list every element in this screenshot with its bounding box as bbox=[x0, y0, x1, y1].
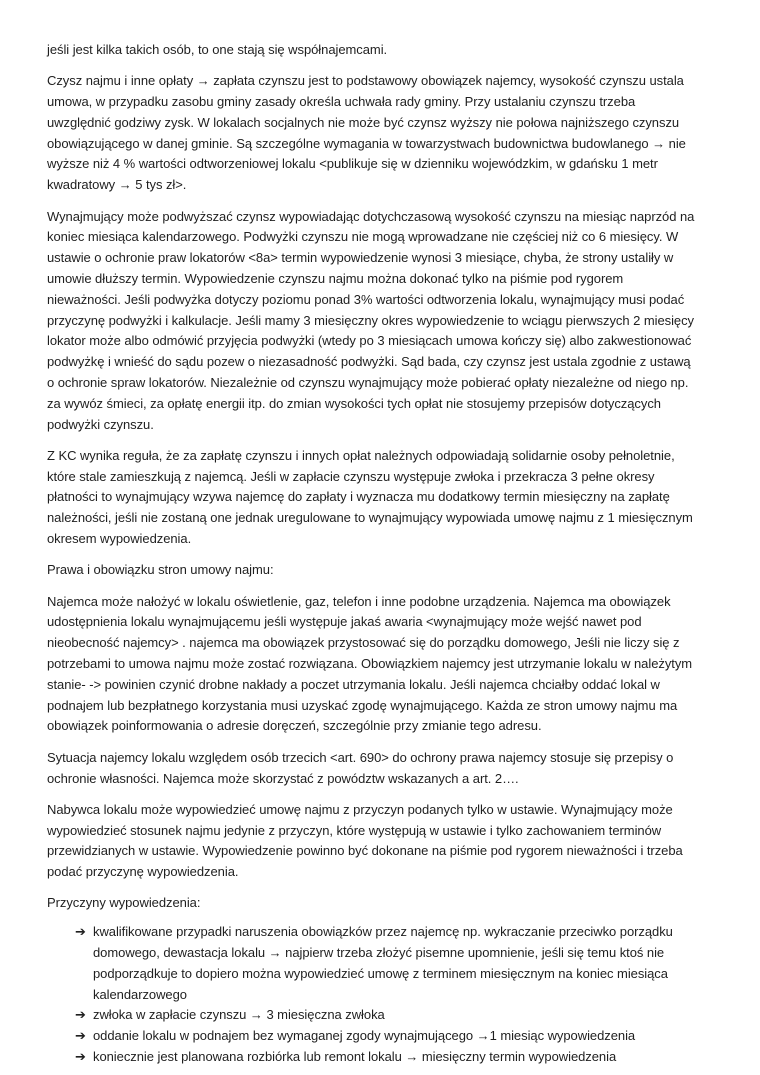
list-item-text: koniecznie jest planowana rozbiórka lub remont lokalu → miesięczny termin wypowiedzenia bbox=[93, 1049, 617, 1065]
list-item bbox=[75, 1005, 698, 1026]
arrow-bullet-icon: ➔ bbox=[75, 1007, 86, 1023]
section-heading-rights-duties: Prawa i obowiązku stron umowy najmu: bbox=[47, 562, 274, 578]
list-item-text: oddanie lokalu w podnajem bez wymaganej zgody wynajmującego →1 miesiąc wypowiedzenia bbox=[93, 1028, 636, 1044]
list-item-text: kwalifikowane przypadki naruszenia obowiązków przez najemcę np. wykraczanie przeciwko porządku domowego, dewastacja lokalu → najpierw trzeba złożyć pisemne upomnienie, jeśli się temu ktoś nie podporządkuje to dopiero można wypowiedzieć umowę z terminem miesięcznym na koniec miesiąca kalendarzowego bbox=[93, 924, 673, 1002]
paragraph-joint-liability: Z KC wynika reguła, że za zapłatę czynszu i innych opłat należnych odpowiadają solidarnie osoby pełnoletnie, które stale zamieszkują z najemcą. Jeśli w zapłacie czynszu występuje zwłoka i przekracza 3 pełne okresy płatności to wynajmujący wzywa najemcę do zapłaty i wyznacza mu dodatkowy termin miesięczny na zapłatę należności, jeśli nie zostaną one jednak uregulowane to wynajmujący wypowiada umowę najmu z 1 miesięcznym okresem wypowiedzenia. bbox=[47, 447, 693, 547]
list-item-text: zwłoka w zapłacie czynszu → 3 miesięczna zwłoka bbox=[93, 1007, 385, 1023]
paragraph-continuation: jeśli jest kilka takich osób, to one stają się współnajemcami. bbox=[47, 42, 388, 57]
arrow-bullet-icon: ➔ bbox=[75, 924, 86, 940]
paragraph-rent-fees: Czysz najmu i inne opłaty → zapłata czynszu jest to podstawowy obowiązek najemcy, wysokość czynszu ustala umowa, w przypadku zasobu gminy zasady określa uchwała rady gminy. Przy ustalaniu czynszu trzeba uwzględnić godziwy zysk. W lokalach socjalnych nie może być czynsz wyższy nie połowa najniższego czynszu obowiązującego w danej gminie. Są szczególne wymagania w towarzystwach budownictwa budowlanego → nie wyższe niż 4 % wartości odtworzeniowej lokalu <publikuje się w dzienniku wojewódzkim, w gdańsku 1 metr kwadratowy → 5 tys zł>. bbox=[47, 73, 686, 193]
section-heading-termination-reasons: Przyczyny wypowiedzenia: bbox=[47, 895, 201, 911]
paragraph-tenant-duties: Najemca może nałożyć w lokalu oświetlenie, gaz, telefon i inne podobne urządzenia. Najemca ma obowiązek udostępnienia lokalu wynajmującemu jeśli występuje jakaś awaria <wynajmujący może wejść nawet pod nieobecność najemcy> . najemca ma obowiązek przystosować się do porządku domowego, Jeśli nie liczy się z potrzebami to umowa najmu może zostać rozwiązana. Obowiązkiem najemcy jest utrzymanie lokalu w należytym stanie- -> powinien czynić drobne nakłady a poczet utrzymania lokalu. Jeśli najemca chciałby oddać lokal w podnajem lub bezpłatnego korzystania musi uzyskać zgodę wynajmującego. Każda ze stron umowy najmu ma obowiązek poinformowania o adresie doręczeń, szczególnie przy zmianie tego adresu. bbox=[47, 593, 693, 734]
list-item bbox=[75, 1047, 698, 1068]
arrow-bullet-icon: ➔ bbox=[75, 1049, 86, 1065]
list-item bbox=[75, 1026, 698, 1047]
termination-reasons-list bbox=[47, 922, 698, 1068]
list-item bbox=[75, 922, 698, 1005]
paragraph-termination: Nabywca lokalu może wypowiedzieć umowę najmu z przyczyn podanych tylko w ustawie. Wynajmujący może wypowiedzieć stosunek najmu jedynie z przyczyn, które występują w ustawie i tylko zachowaniem terminów przewidzianych w ustawie. Wypowiedzenie powinno być dokonane na piśmie pod rygorem nieważności i trzeba podać przyczynę wypowiedzenia. bbox=[47, 801, 683, 880]
paragraph-third-parties: Sytuacja najemcy lokalu względem osób trzecich <art. 690> do ochrony prawa najemcy stosuje się przepisy o ochronie własności. Najemca może skorzystać z powództw wskazanych a art. 2…. bbox=[47, 749, 674, 786]
arrow-bullet-icon: ➔ bbox=[75, 1028, 86, 1044]
paragraph-rent-increase: Wynajmujący może podwyższać czynsz wypowiadając dotychczasową wysokość czynszu na miesiąc naprzód na koniec miesiąca kalendarzowego. Podwyżki czynszu nie mogą wprowadzane nie częściej niż co 6 miesięcy. W ustawie o ochronie praw lokatorów <8a> termin wypowiedzenie wynosi 3 miesiące, chyba, że strony ustaliły w umowie dłuższy termin. Wypowiedzenie czynszu najmu można dokonać tylko na piśmie pod rygorem nieważności. Jeśli podwyżka dotyczy poziomu ponad 3% wartości odtworzenia lokalu, wynajmujący musi podać przyczynę podwyżki i kalkulacje. Jeśli mamy 3 miesięczny okres wypowiedzenie to wciągu pierwszych 2 miesięcy lokator może albo odmówić przyjęcia podwyżki (wtedy po 3 miesiącach umowa kończy się) albo zakwestionować podwyżkę i wnieść do sądu pozew o niezasadność podwyżki. Sąd bada, czy czynsz jest ustala zgodnie z ustawą o ochronie spraw lokatorów. Niezależnie od czynszu wynajmujący może pobierać opłaty niezależne od niego np. za wywóz śmieci, za opłatę energii itp. do zmian wysokości tych opłat nie stosujemy przepisów dotyczących podwyżki czynszu. bbox=[47, 208, 695, 432]
